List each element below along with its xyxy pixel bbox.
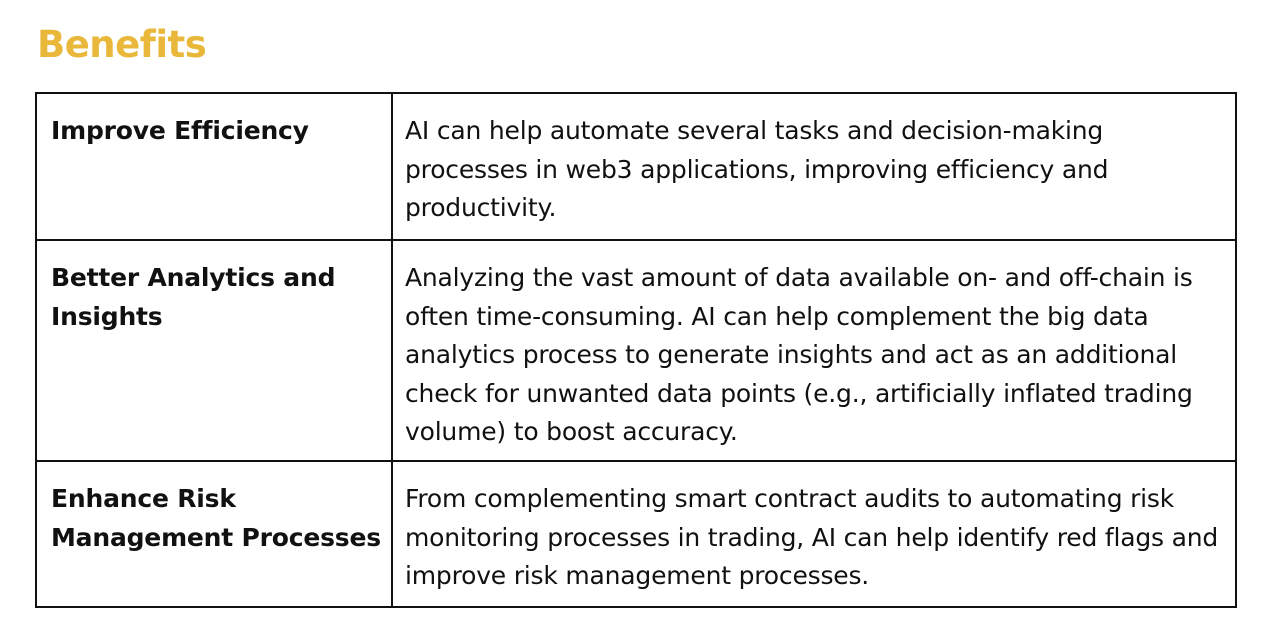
page-title: Benefits <box>37 23 207 66</box>
table-row <box>36 240 1236 461</box>
table-row <box>36 93 1236 240</box>
benefit-term: Improve Efficiency <box>36 93 392 240</box>
benefits-table <box>35 92 1237 608</box>
benefit-description: From complementing smart contract audits to automating risk monitoring processes in trading, AI can help identify red flags and improve risk management processes. <box>392 461 1236 607</box>
benefit-description: Analyzing the vast amount of data available on- and off-chain is often time-consuming. AI can help complement the big data analytics process to generate insights and act as an additional check for unwanted data points (e.g., artificially inflated trading volume) to boost accuracy. <box>392 240 1236 461</box>
benefit-description: AI can help automate several tasks and decision-making processes in web3 applications, improving efficiency and productivity. <box>392 93 1236 240</box>
benefit-term: Better Analytics and Insights <box>36 240 392 461</box>
table-row <box>36 461 1236 607</box>
benefit-term: Enhance Risk Management Processes <box>36 461 392 607</box>
